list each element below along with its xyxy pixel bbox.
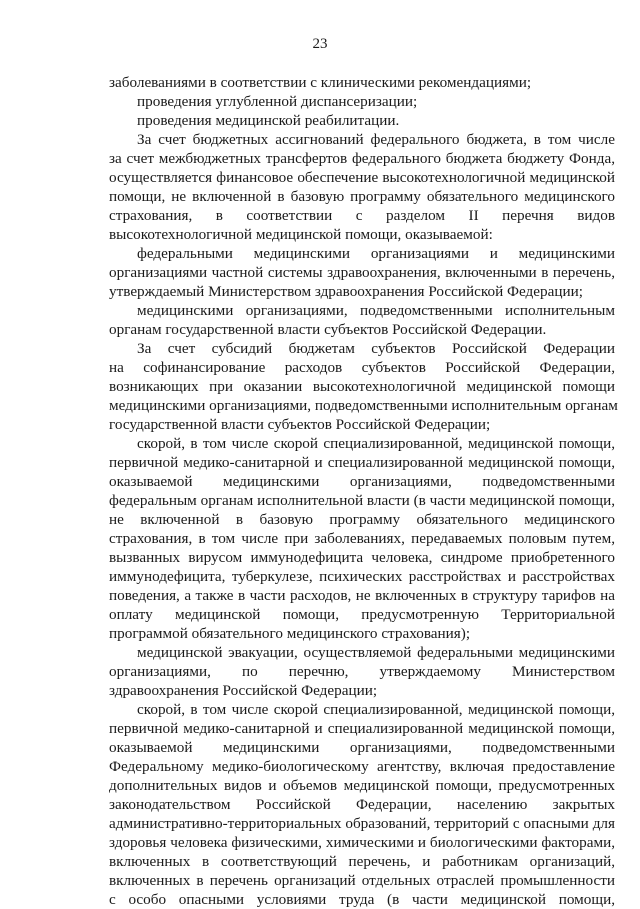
paragraph <box>109 434 615 643</box>
text-line: здоровья человека физическими, химическими и биологическими факторами, <box>109 834 615 851</box>
text-line: помощи, не включенной в базовую программу обязательного медицинского <box>109 188 615 205</box>
page-number: 23 <box>312 36 328 52</box>
text-line: скорой, в том числе скорой специализированной, медицинской помощи, <box>137 701 615 718</box>
paragraph <box>109 73 615 92</box>
text-line: возникающих при оказании высокотехнологичной медицинской помощи <box>109 378 615 395</box>
text-line: организациями, по перечню, утверждаемому Министерством <box>109 663 615 680</box>
text-line: государственной власти субъектов Российской Федерации; <box>109 416 491 433</box>
text-line: страхования, в том числе при заболеваниях, передаваемых половым путем, <box>109 530 615 547</box>
text-line: оплату медицинской помощи, предусмотренную Территориальной <box>109 606 615 623</box>
text-line: высокотехнологичной медицинской помощи, оказываемой: <box>109 226 493 243</box>
text-line: медицинской эвакуации, осуществляемой федеральными медицинскими <box>137 644 615 661</box>
text-line: скорой, в том числе скорой специализированной, медицинской помощи, <box>137 435 615 452</box>
text-line: заболеваниями в соответствии с клиническими рекомендациями; <box>109 74 532 91</box>
paragraph <box>109 643 615 700</box>
text-line: первичной медико-санитарной и специализированной медицинской помощи, <box>109 454 615 471</box>
text-line: за счет межбюджетных трансфертов федерального бюджета бюджету Фонда, <box>109 150 615 167</box>
text-line: не включенной в базовую программу обязательного медицинского <box>109 511 615 528</box>
text-line: включенных в соответствующий перечень, и работникам организаций, <box>109 853 615 870</box>
text-line: законодательством Российской Федерации, населению закрытых <box>109 796 615 813</box>
text-line: поведения, а также в части расходов, не включенных в структуру тарифов на <box>109 587 615 604</box>
paragraph <box>109 339 618 434</box>
text-line: утверждаемый Министерством здравоохранения Российской Федерации; <box>109 283 583 300</box>
text-line: федеральным органам исполнительной власти (в части медицинской помощи, <box>109 492 615 509</box>
text-line: проведения углубленной диспансеризации; <box>137 93 418 110</box>
text-line: осуществляется финансовое обеспечение высокотехнологичной медицинской <box>109 169 615 186</box>
paragraph <box>109 301 615 339</box>
text-line: здравоохранения Российской Федерации; <box>109 682 378 699</box>
paragraph <box>109 244 615 301</box>
text-line: За счет субсидий бюджетам субъектов Российской Федерации <box>137 340 615 357</box>
text-line: вызванных вирусом иммунодефицита человека, синдроме приобретенного <box>109 549 615 566</box>
text-line: медицинскими организациями, подведомственными исполнительным органам <box>109 397 618 414</box>
text-line: органам государственной власти субъектов Российской Федерации. <box>109 321 547 338</box>
text-line: дополнительных видов и объемов медицинской помощи, предусмотренных <box>109 777 615 794</box>
paragraph <box>109 130 615 244</box>
text-line: административно-территориальных образований, территорий с опасными для <box>109 815 615 832</box>
text-line: оказываемой медицинскими организациями, подведомственными <box>109 739 615 756</box>
text-line: Федеральному медико-биологическому агентству, включая предоставление <box>109 758 615 775</box>
text-line: первичной медико-санитарной и специализированной медицинской помощи, <box>109 720 615 737</box>
text-line: иммунодефицита, туберкулезе, психических расстройствах и расстройствах <box>109 568 615 585</box>
text-line: страхования, в соответствии с разделом II перечня видов <box>109 207 615 224</box>
text-line: оказываемой медицинскими организациями, подведомственными <box>109 473 615 490</box>
text-line: За счет бюджетных ассигнований федерального бюджета, в том числе <box>137 131 615 148</box>
text-line: включенных в перечень организаций отдельных отраслей промышленности <box>109 872 615 889</box>
text-line: программой обязательного медицинского страхования); <box>109 625 471 642</box>
text-line: федеральными медицинскими организациями и медицинскими <box>137 245 615 262</box>
text-line: организациями частной системы здравоохранения, включенными в перечень, <box>109 264 615 281</box>
text-line: медицинскими организациями, подведомственными исполнительным <box>137 302 615 319</box>
text-line: на софинансирование расходов субъектов Российской Федерации, <box>109 359 615 376</box>
document-body <box>109 73 618 909</box>
paragraph <box>109 700 615 909</box>
text-line: проведения медицинской реабилитации. <box>137 112 400 129</box>
paragraph <box>109 111 615 130</box>
text-line: с особо опасными условиями труда (в части медицинской помощи, <box>109 891 615 908</box>
paragraph <box>109 92 615 111</box>
